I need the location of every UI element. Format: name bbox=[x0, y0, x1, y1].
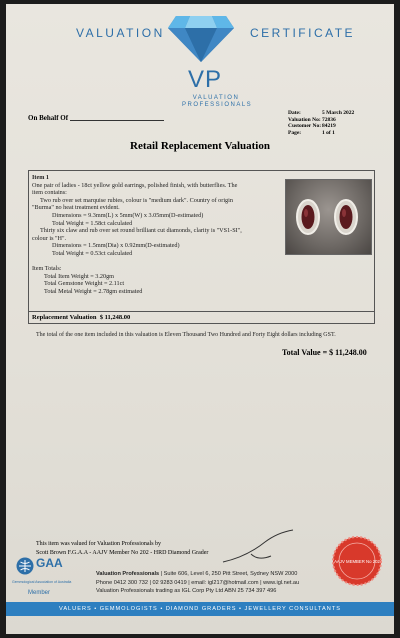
item-line: Total Item Weight = 3.20gm bbox=[44, 272, 114, 280]
total-value: Total Value = $ 11,248.00 bbox=[282, 348, 367, 357]
item-line: Total Weight = 0.53ct calculated bbox=[52, 249, 133, 257]
item-line: One pair of ladies - 18ct yellow gold earrings, polished finish, with butterflies. The bbox=[32, 181, 238, 189]
meta-valuation-no: Valuation No: 72836 bbox=[288, 116, 336, 123]
contact-company-line: Valuation Professionals | Suite 606, Level 6, 250 Pitt Street, Sydney NSW 2000 bbox=[96, 571, 298, 577]
item-line bbox=[32, 258, 284, 266]
gaa-logo-text: GAA bbox=[36, 556, 63, 570]
box-divider bbox=[29, 311, 374, 312]
summary-text: The total of the one item included in this valuation is Eleven Thousand Two Hundred and Forty Eight dollars including GST. bbox=[36, 332, 336, 338]
valuation-meta bbox=[288, 110, 354, 136]
header-certificate: CERTIFICATE bbox=[250, 26, 356, 40]
item-line: Total Metal Weight = 2.78gm estimated bbox=[44, 287, 143, 295]
item-line: item contains: bbox=[32, 189, 67, 197]
item-line: Item Totals: bbox=[32, 265, 62, 273]
on-behalf-of-label: On Behalf Of bbox=[28, 114, 69, 122]
item-line: Two rub over set marquise rubies, colour is "medium dark". Country of origin bbox=[40, 196, 233, 204]
item-line: Thirty six claw and rub over set round brilliant cut diamonds, clarity is "VS1-SI", bbox=[40, 227, 242, 235]
meta-date: Date: 5 March 2022 bbox=[288, 110, 355, 116]
on-behalf-of-line bbox=[70, 120, 164, 121]
vp-logo-subtitle: VALUATION PROFESSIONALS bbox=[182, 95, 253, 108]
vp-logo-text: VP bbox=[188, 66, 223, 93]
footer-banner: VALUERS • GEMMOLOGISTS • DIAMOND GRADERS • JEWELLERY CONSULTANTS bbox=[6, 602, 394, 616]
gaa-globe-icon bbox=[16, 557, 34, 575]
replacement-valuation: Replacement Valuation $ 11,248.00 bbox=[32, 314, 131, 321]
item-line: Total Weight = 1.58ct calculated bbox=[52, 219, 133, 227]
item-line: Item 1 bbox=[32, 174, 50, 181]
seal-text: AAJV MEMBER No 202 bbox=[334, 559, 380, 564]
earrings-image-icon bbox=[286, 180, 371, 254]
earrings-photo bbox=[285, 179, 372, 255]
header-valuation: VALUATION bbox=[76, 26, 165, 40]
gaa-subtitle: Gemmological Association of Australia bbox=[12, 580, 72, 584]
item-line: Dimensions = 1.5mm(Dia) x 0.92mm(D-estimated) bbox=[52, 242, 180, 250]
valuer-statement: This item was valued for Valuation Professionals by Scott Brown F.G.A.A - AAJV Member No 202 - HRD Diamond Grader bbox=[36, 541, 209, 556]
diamond-logo-icon bbox=[168, 16, 234, 62]
item-box bbox=[28, 170, 375, 324]
item-line: colour is "H". bbox=[32, 234, 67, 242]
contact-abn-line: Valuation Professionals trading as IGL Corp Pty Ltd ABN 25 734 397 496 bbox=[96, 588, 277, 595]
meta-page: Page: 1 of 1 bbox=[288, 129, 335, 136]
member-seal-icon bbox=[332, 536, 382, 586]
contact-phone-line: Phone 0412 300 732 | 02 9283 0419 | email: igl217@hotmail.com | www.igl.net.au bbox=[96, 579, 300, 586]
signature-icon bbox=[221, 528, 301, 568]
gaa-member-label: Member bbox=[28, 590, 51, 596]
contact-details bbox=[96, 570, 299, 596]
item-line: "Burma" no heat treatment evident. bbox=[32, 204, 120, 212]
document-title: Retail Replacement Valuation bbox=[130, 140, 270, 152]
item-description bbox=[32, 174, 284, 296]
item-line: Total Gemstone Weight = 2.11ct bbox=[44, 280, 125, 288]
meta-customer-no: Customer No: 84219 bbox=[288, 123, 336, 129]
certificate-page bbox=[6, 4, 394, 634]
item-line: Dimensions = 9.3mm(L) x 5mm(W) x 3.05mm(D-estimated) bbox=[52, 211, 204, 219]
